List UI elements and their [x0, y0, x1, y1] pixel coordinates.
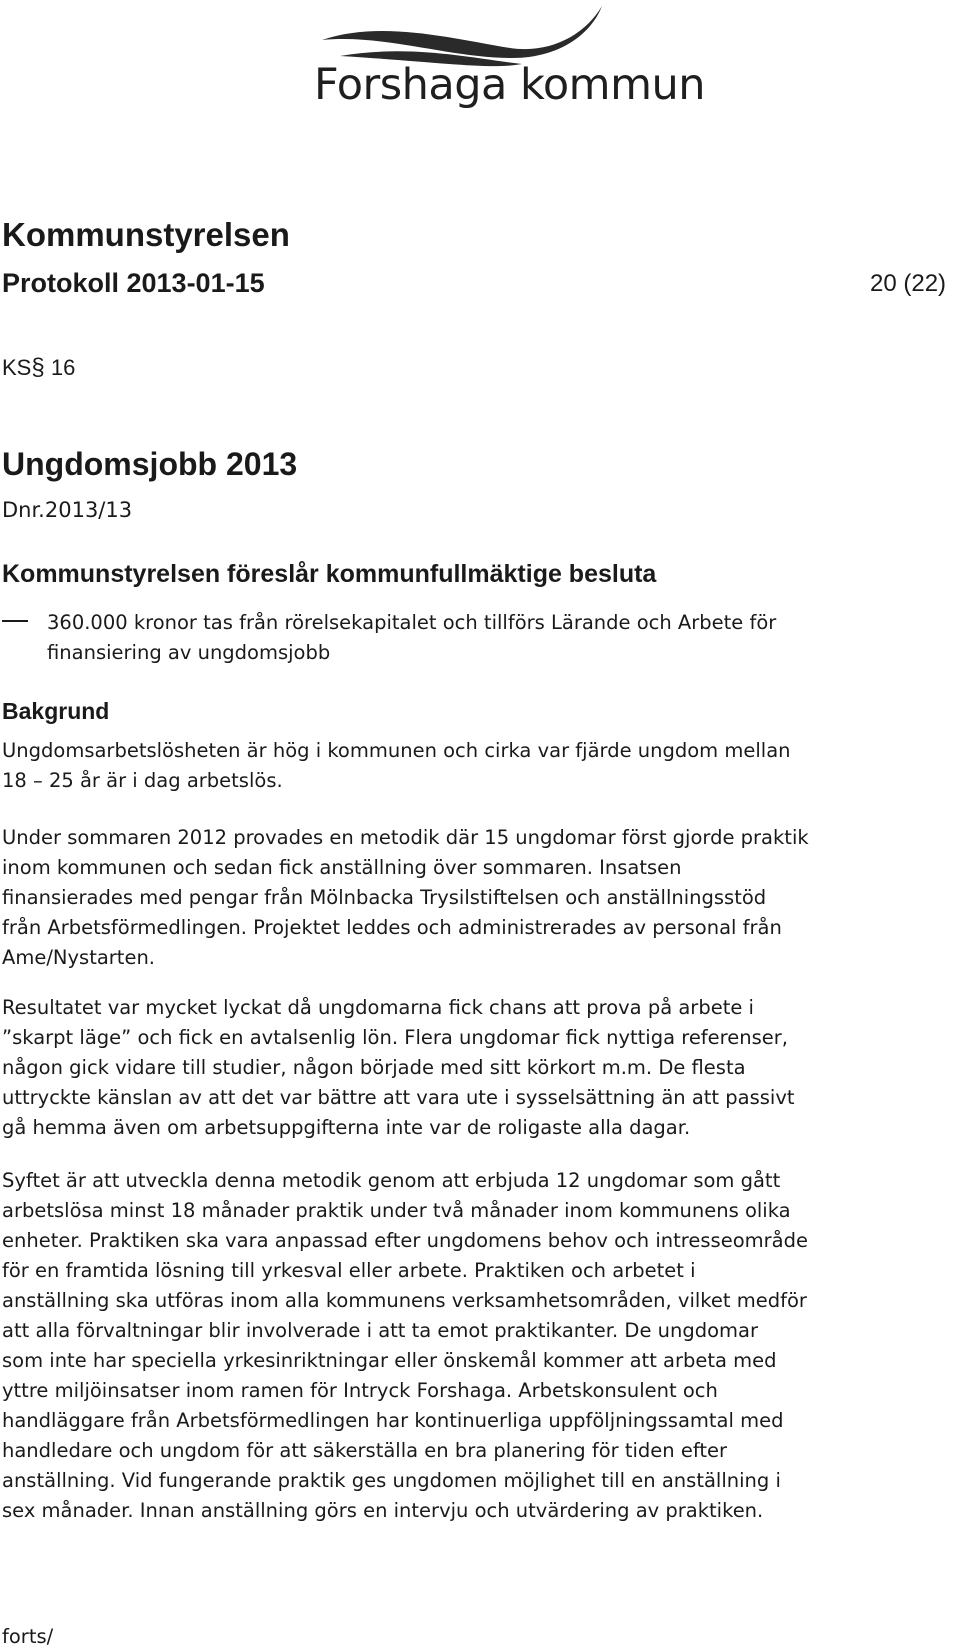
text-line: sex månader. Innan anställning görs en intervju och utvärdering av praktiken.	[2, 1499, 764, 1522]
text-line: arbetslösa minst 18 månader praktik under två månader inom kommunens olika	[2, 1199, 791, 1222]
text-line: ”skarpt läge” och fick en avtalsenlig lön. Flera ungdomar fick nyttiga referenser,	[2, 1026, 788, 1049]
proposal-bullet	[47, 608, 957, 668]
continuation-note: forts/	[2, 1625, 54, 1648]
text-line: som inte har speciella yrkesinriktningar eller önskemål kommer att arbeta med	[2, 1349, 777, 1372]
section-number: 16	[50, 355, 76, 380]
bullet-dash	[2, 620, 28, 622]
text-line: finansierades med pengar från Mölnbacka Trysilstiftelsen och anställningsstöd	[2, 886, 767, 909]
protocol-heading: Protokoll 2013-01-15	[2, 268, 265, 298]
paragraph-sign: §	[31, 354, 45, 381]
section-prefix: KS	[2, 355, 32, 380]
text-line: Ame/Nystarten.	[2, 946, 156, 969]
proposal-heading: Kommunstyrelsen föreslår kommunfullmäktige besluta	[2, 560, 657, 588]
diary-number: Dnr.2013/13	[2, 498, 133, 522]
text-line: Resultatet var mycket lyckat då ungdomarna fick chans att prova på arbete i	[2, 996, 754, 1019]
text-line: för en framtida lösning till yrkesval eller arbete. Praktiken och arbetet i	[2, 1259, 696, 1282]
text-line: någon gick vidare till studier, någon började med sitt körkort m.m. De flesta	[2, 1056, 746, 1079]
text-line: enheter. Praktiken ska vara anpassad efter ungdomens behov och intresseområde	[2, 1229, 808, 1252]
text-line: 18 – 25 år är i dag arbetslös.	[2, 769, 283, 792]
text-line: yttre miljöinsatser inom ramen för Intryck Forshaga. Arbetskonsulent och	[2, 1379, 718, 1402]
text-line: från Arbetsförmedlingen. Projektet leddes och administrerades av personal från	[2, 916, 782, 939]
text-line: uttryckte känslan av att det var bättre att vara ute i sysselsättning än att passivt	[2, 1086, 795, 1109]
section-reference	[2, 354, 75, 382]
paragraph	[2, 993, 952, 1143]
bullet-line: finansiering av ungdomsjobb	[47, 641, 331, 664]
text-line: handläggare från Arbetsförmedlingen har kontinuerliga uppföljningssamtal med	[2, 1409, 784, 1432]
organization-heading: Kommunstyrelsen	[2, 216, 290, 253]
background-heading: Bakgrund	[2, 698, 110, 724]
text-line: Under sommaren 2012 provades en metodik där 15 ungdomar först gjorde praktik	[2, 826, 809, 849]
page-number: 20 (22)	[870, 270, 947, 297]
paragraph	[2, 1166, 952, 1526]
text-line: gå hemma även om arbetsuppgifterna inte var de roligaste alla dagar.	[2, 1116, 691, 1139]
text-line: Syftet är att utveckla denna metodik genom att erbjuda 12 ungdomar som gått	[2, 1169, 781, 1192]
text-line: inom kommunen och sedan fick anställning över sommaren. Insatsen	[2, 856, 682, 879]
text-line: handledare och ungdom för att säkerställa en bra planering för tiden efter	[2, 1439, 728, 1462]
paragraph	[2, 736, 952, 796]
text-line: anställning ska utföras inom alla kommunens verksamhetsområden, vilket medför	[2, 1289, 807, 1312]
municipality-logo	[300, 0, 705, 120]
bullet-line: 360.000 kronor tas från rörelsekapitalet och tillförs Lärande och Arbete för	[47, 611, 777, 634]
text-line: att alla förvaltningar blir involverade i att ta emot praktikanter. De ungdomar	[2, 1319, 759, 1342]
paragraph	[2, 823, 952, 973]
text-line: Ungdomsarbetslösheten är hög i kommunen och cirka var fjärde ungdom mellan	[2, 739, 791, 762]
logo-wordmark: Forshaga kommun	[314, 60, 705, 110]
text-line: anställning. Vid fungerande praktik ges ungdomen möjlighet till en anställning i	[2, 1469, 781, 1492]
item-title: Ungdomsjobb 2013	[2, 446, 298, 482]
